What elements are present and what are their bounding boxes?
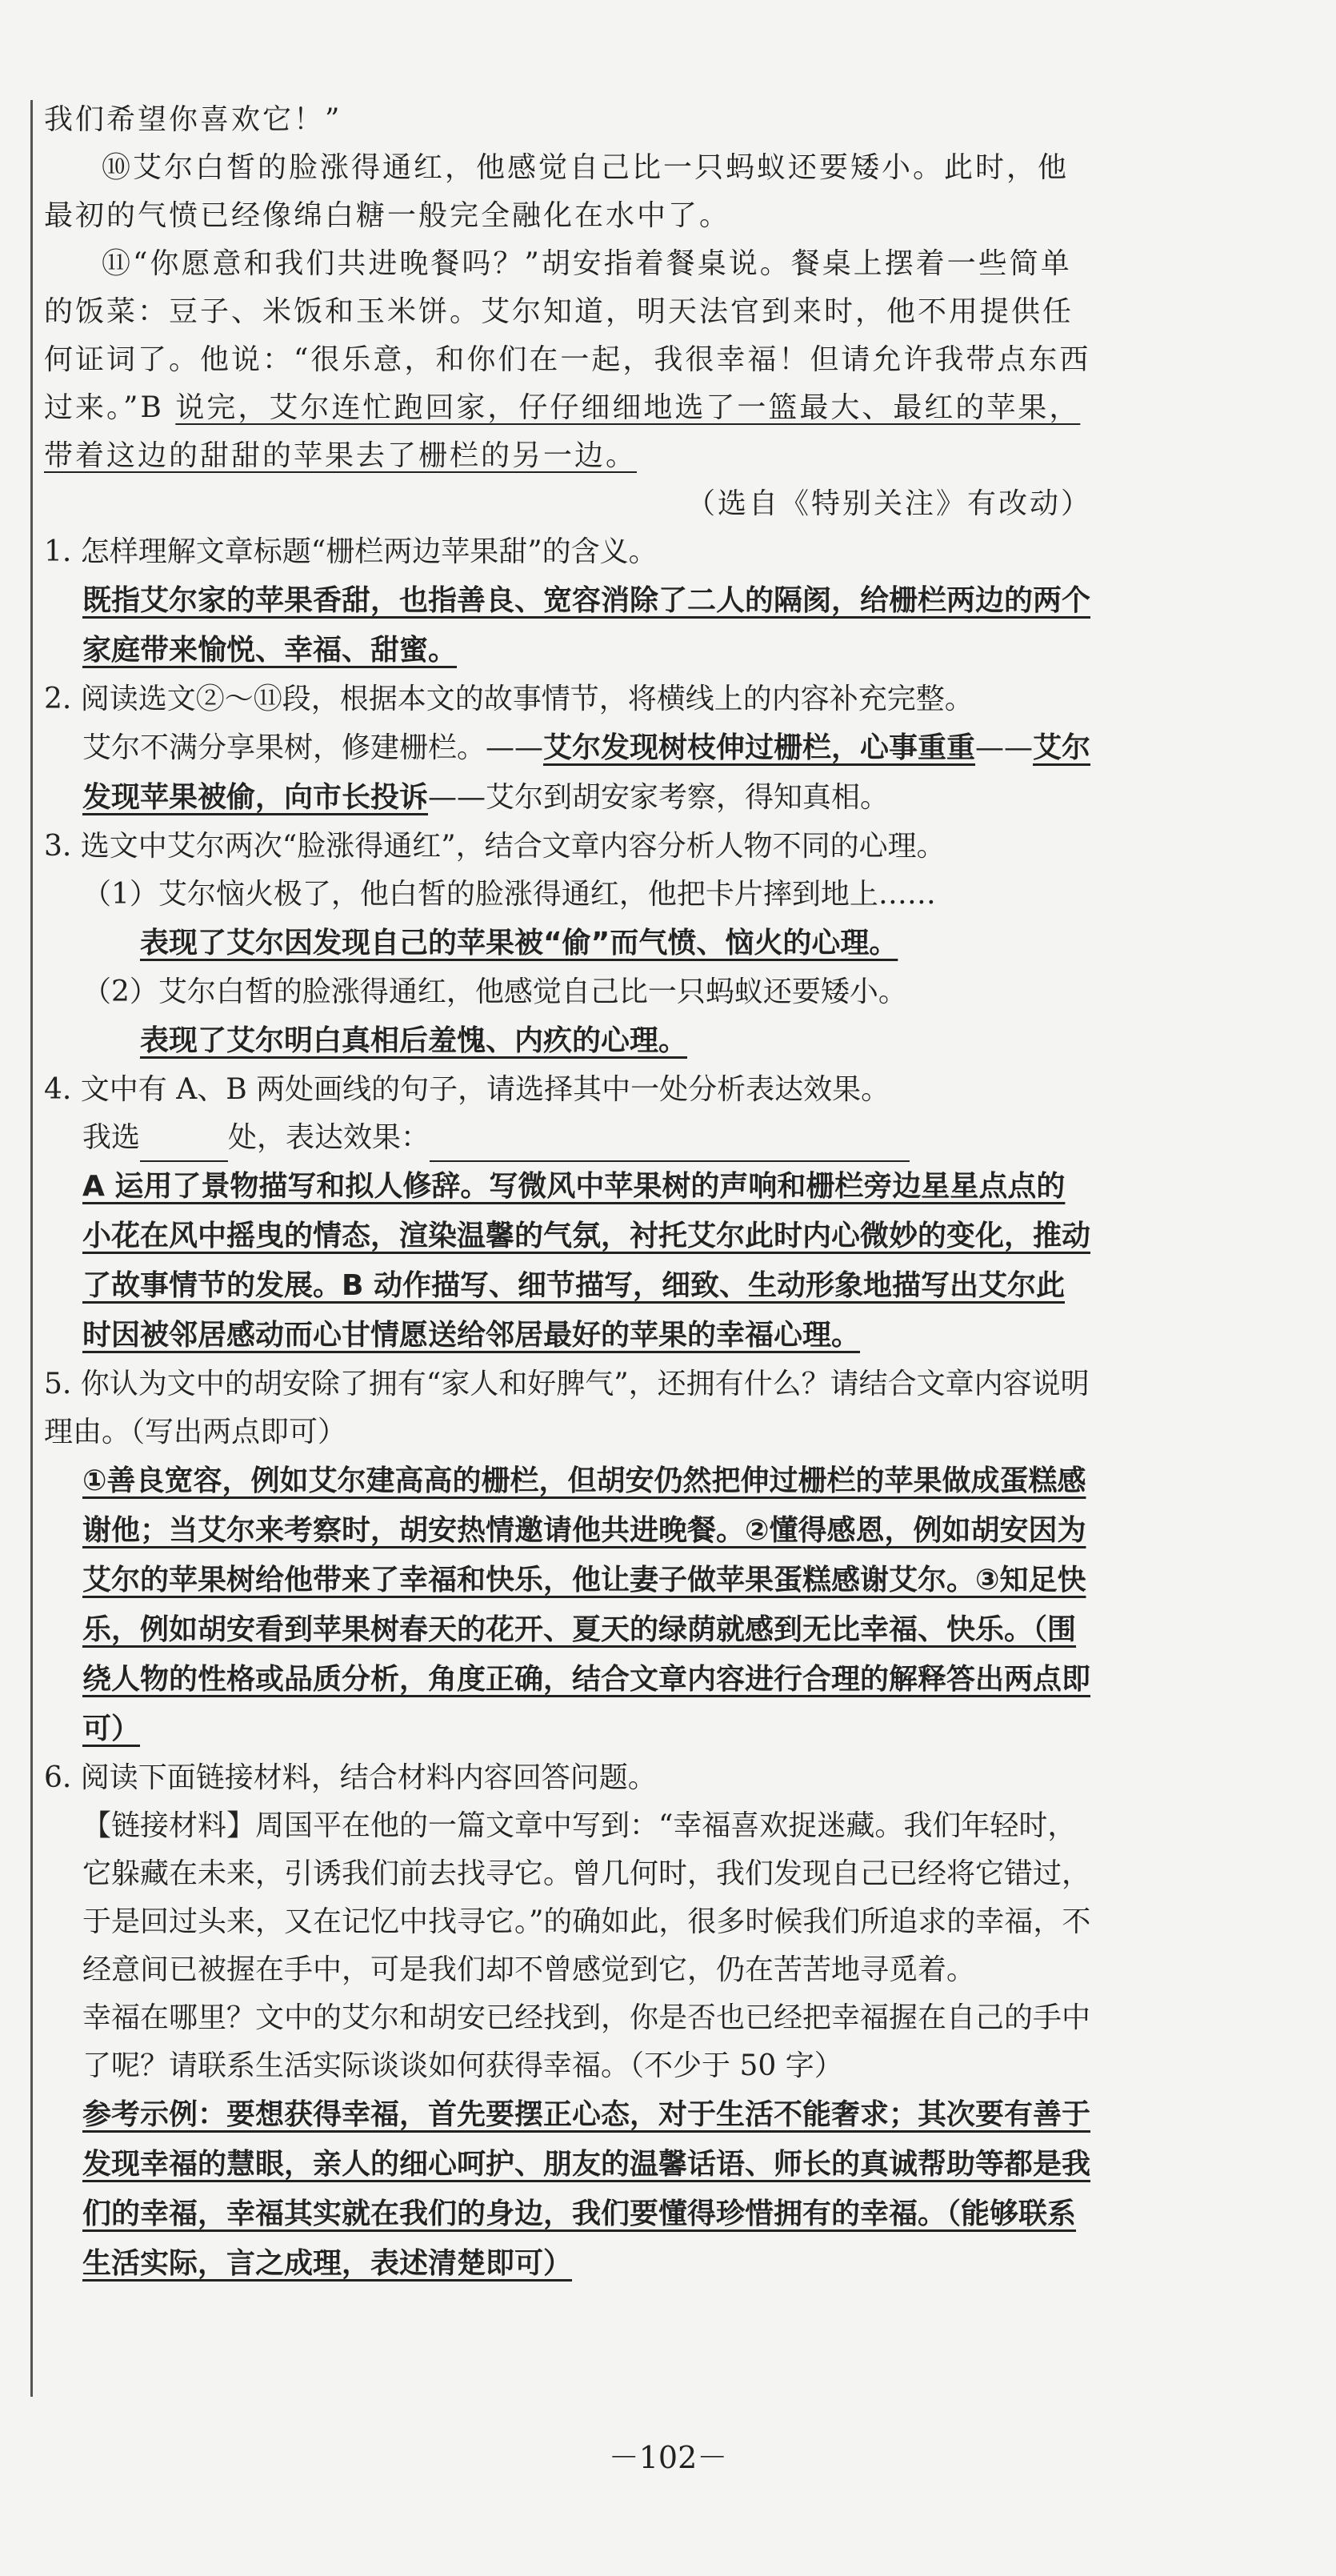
answer-1: 既指艾尔家的苹果香甜，也指善良、宽容消除了二人的隔阂，给栅栏两边的两个家庭带来愉悦、幸福、甜蜜。 (82, 584, 1091, 667)
question-3-sub-2: （2）艾尔白皙的脸涨得通红，他感觉自己比一只蚂蚁还要矮小。 (82, 976, 907, 1008)
question-4: 4. 文中有 A、B 两处画线的句子，请选择其中一处分析表达效果。 (44, 1073, 890, 1106)
answer-3-2: 表现了艾尔明白真相后羞愧、内疚的心理。 (140, 1024, 688, 1057)
story-paragraph-10: ⑩艾尔白皙的脸涨得通红，他感觉自己比一只蚂蚁还要矮小。此时，他最初的气愤已经像绵白糖一般完全融化在水中了。 (44, 151, 1070, 232)
margin-rule (30, 100, 33, 2397)
sentence-b-label: B (140, 391, 176, 424)
plot-step-4: ——艾尔到胡安家考察，得知真相。 (428, 781, 890, 814)
question-2-plot-chain (44, 723, 1092, 823)
source-note: （选自《特别关注》有改动） (686, 487, 1092, 520)
choice-label: 我选 (82, 1121, 141, 1154)
effect-blank[interactable] (430, 1132, 910, 1162)
linked-material: 【链接材料】周国平在他的一篇文章中写到：“幸福喜欢捉迷藏。我们年轻时，它躲藏在未来，引诱我们前去找寻它。曾几何时，我们发现自己已经将它错过，于是回过头来，又在记忆中找寻它。”的确如此，很多时候我们所追求的幸福，不经意间已被握在手中，可是我们却不曾感觉到它，仍在苦苦地寻觅着。 (82, 1809, 1091, 1986)
plot-step-1: 艾尔不满分享果树，修建栅栏。—— (82, 731, 544, 764)
sentence-b-underlined: 说完，艾尔连忙跑回家，仔仔细细地选了一篮最大、最红的苹果，带着这边的甜甜的苹果去了栅栏的另一边。 (44, 391, 1081, 472)
choice-blank[interactable] (140, 1132, 228, 1162)
question-3: 3. 选文中艾尔两次“脸涨得通红”，结合文章内容分析人物不同的心理。 (44, 830, 946, 863)
question-6: 6. 阅读下面链接材料，结合材料内容回答问题。 (44, 1761, 657, 1794)
paragraph-11-text: ⑪“你愿意和我们共进晚餐吗？”胡安指着餐桌说。餐桌上摆着一些简单的饭菜：豆子、米饭和玉米饼。艾尔知道，明天法官到来时，他不用提供任何证词了。他说：“很乐意，和你们在一起，我很幸福！但请允许我带点东西过来。” (44, 247, 1091, 424)
question-2: 2. 阅读选文②～⑪段，根据本文的故事情节，将横线上的内容补充完整。 (44, 683, 974, 715)
answer-4: A 运用了景物描写和拟人修辞。写微风中苹果树的声响和栅栏旁边星星点点的小花在风中摇曳的情态，渲染温馨的气氛，衬托艾尔此时内心微妙的变化，推动了故事情节的发展。B 动作描写、细节描写，细致、生动形象地描写出艾尔此时因被邻居感动而心甘情愿送给邻居最好的苹果的幸福心理。 (82, 1170, 1091, 1352)
question-1: 1. 怎样理解文章标题“栅栏两边苹果甜”的含义。 (44, 535, 658, 568)
question-5: 5. 你认为文中的胡安除了拥有“家人和好脾气”，还拥有什么？请结合文章内容说明理由。（写出两点即可） (44, 1368, 1090, 1448)
story-line-continuation: 我们希望你喜欢它！” (44, 103, 342, 136)
question-6-prompt: 幸福在哪里？文中的艾尔和胡安已经找到，你是否也已经把幸福握在自己的手中了呢？请联系生活实际谈谈如何获得幸福。（不少于 50 字） (82, 2001, 1091, 2082)
answer-2b: 艾尔发现苹果被偷，向市长投诉 (82, 731, 1091, 814)
plot-dash: —— (975, 731, 1034, 764)
answer-3-1: 表现了艾尔因发现自己的苹果被“偷”而气愤、恼火的心理。 (140, 927, 898, 959)
worksheet-page (44, 96, 1092, 2289)
effect-label: 处，表达效果： (228, 1121, 430, 1154)
story-paragraph-11 (44, 240, 1092, 480)
question-3-sub-1: （1）艾尔恼火极了，他白皙的脸涨得通红，他把卡片摔到地上…… (82, 878, 936, 911)
answer-5: ①善良宽容，例如艾尔建高高的栅栏，但胡安仍然把伸过栅栏的苹果做成蛋糕感谢他；当艾尔来考察时，胡安热情邀请他共进晚餐。②懂得感恩，例如胡安因为艾尔的苹果树给他带来了幸福和快乐，他让妻子做苹果蛋糕感谢艾尔。③知足快乐，例如胡安看到苹果树春天的花开、夏天的绿荫就感到无比幸福、快乐。（围绕人物的性格或品质分析，角度正确，结合文章内容进行合理的解释答出两点即可） (82, 1464, 1091, 1745)
question-4-choice-line (44, 1114, 1092, 1162)
page-number: －102－ (608, 2440, 728, 2475)
answer-6: 参考示例：要想获得幸福，首先要摆正心态，对于生活不能奢求；其次要有善于发现幸福的慧眼，亲人的细心呵护、朋友的温馨话语、师长的真诚帮助等都是我们的幸福，幸福其实就在我们的身边，我们要懂得珍惜拥有的幸福。（能够联系生活实际，言之成理，表述清楚即可） (82, 2098, 1091, 2280)
answer-2a: 艾尔发现树枝伸过栅栏，心事重重 (543, 731, 976, 764)
